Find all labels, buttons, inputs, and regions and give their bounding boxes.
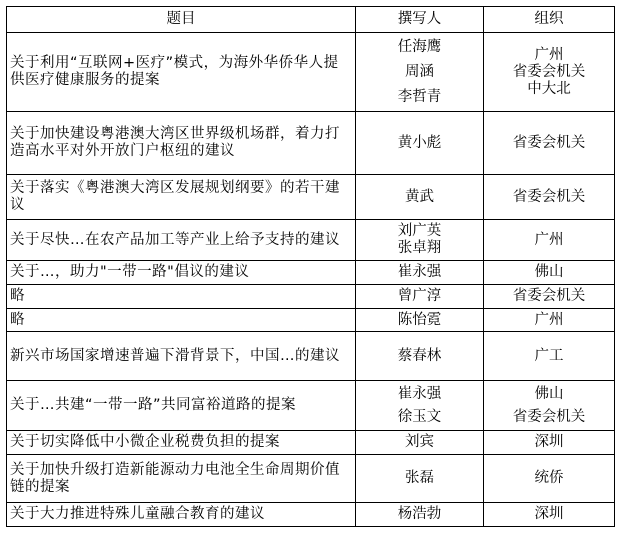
table-row [7, 285, 615, 309]
org-cell [484, 285, 615, 309]
org-name: 中大北 [527, 80, 571, 97]
table-row [7, 261, 615, 285]
author-cell [356, 112, 484, 175]
org-name: 省委会机关 [512, 288, 586, 304]
topic-cell: 关于…，助力"一带一路"倡议的建议 [7, 261, 356, 285]
author-name: 崔永强 [397, 264, 442, 280]
org-name: 统侨 [534, 470, 564, 486]
org-name: 深圳 [534, 434, 564, 450]
topic-cell: 关于切实降低中小微企业税费负担的提案 [7, 431, 356, 455]
author-name: 张磊 [405, 470, 434, 486]
org-cell [484, 33, 615, 112]
org-name: 广州 [534, 231, 564, 248]
org-cell [484, 175, 615, 220]
author-name: 张卓翔 [397, 240, 442, 256]
author-name: 崔永强 [397, 385, 442, 402]
org-name: 省委会机关 [512, 63, 586, 80]
author-cell [356, 455, 484, 503]
org-name: 省委会机关 [512, 188, 586, 205]
author-cell [356, 33, 484, 112]
org-cell [484, 381, 615, 431]
author-cell [356, 503, 484, 527]
org-name: 省委会机关 [512, 408, 586, 425]
topic-cell: 略 [7, 309, 356, 332]
table-row [7, 220, 615, 261]
proposal-table [6, 6, 615, 527]
table-row [7, 431, 615, 455]
author-name: 黄武 [405, 188, 434, 205]
org-cell [484, 332, 615, 381]
author-cell [356, 175, 484, 220]
author-name: 刘广英 [397, 223, 442, 239]
author-cell [356, 381, 484, 431]
table-row [7, 33, 615, 112]
table-row [7, 332, 615, 381]
author-name: 杨浩勃 [397, 506, 442, 522]
table-row [7, 503, 615, 527]
author-name: 黄小彪 [397, 134, 442, 151]
author-cell [356, 261, 484, 285]
header-org: 组织 [484, 7, 615, 33]
table-row [7, 381, 615, 431]
author-name: 李哲青 [397, 88, 442, 105]
header-topic: 题目 [7, 7, 356, 33]
org-cell [484, 503, 615, 527]
author-cell [356, 309, 484, 332]
org-name: 佛山 [534, 264, 564, 280]
author-name: 周涵 [405, 63, 434, 80]
author-cell [356, 431, 484, 455]
topic-cell: 关于…共建“一带一路”共同富裕道路的提案 [7, 381, 356, 431]
author-name: 任海鹰 [397, 38, 442, 55]
topic-cell: 关于加快建设粤港澳大湾区世界级机场群，着力打造高水平对外开放门户枢纽的建议 [7, 112, 356, 175]
org-name: 省委会机关 [512, 134, 586, 151]
org-cell [484, 261, 615, 285]
topic-cell: 关于利用“互联网+医疗”模式，为海外华侨华人提供医疗健康服务的提案 [7, 33, 356, 112]
org-name: 佛山 [534, 385, 564, 402]
org-name: 广工 [534, 347, 564, 364]
org-cell [484, 112, 615, 175]
table-row [7, 175, 615, 220]
org-cell [484, 220, 615, 261]
author-name: 曾广淳 [397, 288, 442, 304]
org-name: 深圳 [534, 506, 564, 522]
header-author: 撰写人 [356, 7, 484, 33]
org-cell [484, 455, 615, 503]
author-name: 蔡春林 [397, 347, 442, 364]
author-cell [356, 220, 484, 261]
topic-cell: 略 [7, 285, 356, 309]
topic-cell: 关于大力推进特殊儿童融合教育的建议 [7, 503, 356, 527]
org-cell [484, 309, 615, 332]
topic-cell: 关于加快升级打造新能源动力电池全生命周期价值链的提案 [7, 455, 356, 503]
org-name: 广州 [534, 46, 564, 63]
table-row [7, 455, 615, 503]
org-name: 广州 [534, 311, 564, 328]
table-row [7, 112, 615, 175]
author-cell [356, 285, 484, 309]
author-cell [356, 332, 484, 381]
author-name: 徐玉文 [397, 408, 442, 425]
org-cell [484, 431, 615, 455]
header-row [7, 7, 615, 33]
author-name: 陈怡霓 [397, 311, 442, 328]
topic-cell: 关于尽快…在农产品加工等产业上给予支持的建议 [7, 220, 356, 261]
topic-cell: 关于落实《粤港澳大湾区发展规划纲要》的若干建议 [7, 175, 356, 220]
author-name: 刘宾 [405, 434, 434, 450]
topic-cell: 新兴市场国家增速普遍下滑背景下，中国…的建议 [7, 332, 356, 381]
table-row [7, 309, 615, 332]
